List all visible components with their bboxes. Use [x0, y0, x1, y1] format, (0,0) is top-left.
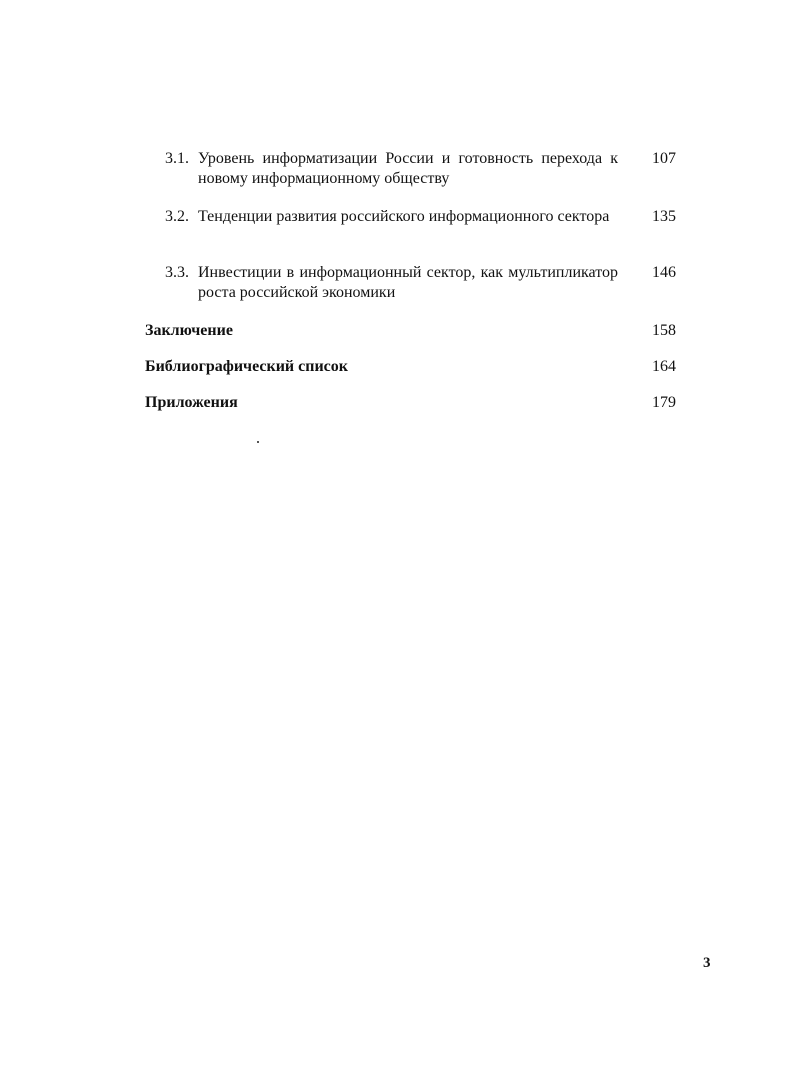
- toc-entry-title: Уровень информатизации России и готовность перехода к новому информационному обществу: [198, 150, 618, 187]
- toc-section-title: Приложения: [145, 394, 238, 411]
- stray-mark: [257, 441, 259, 443]
- toc-section-page: 179: [652, 394, 676, 411]
- toc-entry-page: 107: [652, 150, 676, 167]
- toc-entry-number: 3.2.: [165, 208, 189, 225]
- toc-section-title: Заключение: [145, 322, 233, 339]
- toc-entry-title: Тенденции развития российского информационного сектора: [198, 208, 610, 225]
- toc-entry-3-3: [145, 260, 680, 302]
- page-number: 3: [703, 955, 711, 971]
- toc-entry-number: 3.3.: [165, 264, 189, 281]
- toc-section-page: 158: [652, 322, 676, 339]
- toc-section-page: 164: [652, 358, 676, 375]
- toc-entry-page: 146: [652, 264, 676, 281]
- toc-section-conclusion: [145, 318, 680, 338]
- toc-section-bibliography: [145, 354, 680, 374]
- toc-entry-number: 3.1.: [165, 150, 189, 167]
- toc-section-title: Библиографический список: [145, 358, 348, 375]
- table-of-contents: [145, 146, 680, 426]
- toc-entry-page: 135: [652, 208, 676, 225]
- toc-section-appendices: [145, 390, 680, 410]
- toc-entry-3-1: [145, 146, 680, 188]
- toc-entry-3-2: [145, 204, 680, 244]
- toc-entry-title: Инвестиции в информационный сектор, как мультипликатор роста российской экономики: [198, 264, 618, 301]
